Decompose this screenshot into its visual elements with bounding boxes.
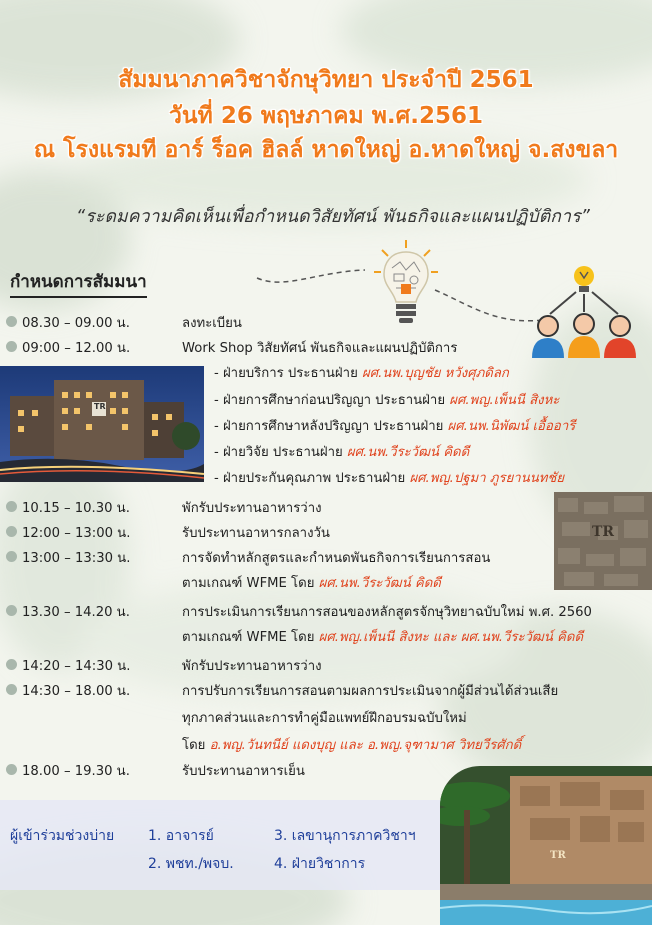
committee-chair: ผศ.นพ.นิพัฒน์ เอื้ออารี [447, 419, 576, 434]
bullet-icon [6, 684, 17, 695]
schedule-desc: Work Shop วิสัยทัศน์ พันธกิจและแผนปฏิบัติการ [182, 341, 458, 356]
schedule-row [0, 680, 652, 702]
schedule-time: 18.00 – 19.30 น. [22, 764, 130, 779]
schedule-time: 08.30 – 09.00 น. [22, 316, 130, 331]
schedule-desc: การจัดทำหลักสูตรและกำหนดพันธกิจการเรียนการสอน [182, 551, 491, 566]
committee-item [0, 441, 652, 463]
schedule-time: 14:30 – 18.00 น. [22, 684, 131, 699]
schedule-row [0, 497, 560, 519]
schedule-time: 10.15 – 10.30 น. [22, 501, 130, 516]
schedule-row [0, 337, 652, 359]
seminar-theme: “ระดมความคิดเห็นเพื่อกำหนดวิสัยทัศน์ พันธกิจและแผนปฏิบัติการ” [75, 207, 590, 227]
schedule-time: 09:00 – 12.00 น. [22, 341, 131, 356]
schedule-desc: การปรับการเรียนการสอนตามผลการประเมินจากผู้มีส่วนได้ส่วนเสีย [182, 684, 559, 699]
schedule-row-continued [0, 734, 652, 756]
committee-item [0, 362, 652, 384]
hotel-sign-text: TR [94, 402, 106, 411]
schedule-heading: กำหนดการสัมมนา [10, 268, 147, 298]
schedule-time: 12:00 – 13:00 น. [22, 526, 131, 541]
committee-text: - ฝ่ายการศึกษาก่อนปริญญา ประธานฝ่าย [214, 393, 450, 408]
schedule-time: 13:00 – 13:30 น. [22, 551, 131, 566]
participant-item: 2. พชท./พจบ. [148, 856, 234, 872]
schedule-desc: รับประทานอาหารกลางวัน [182, 526, 330, 541]
schedule-row [0, 655, 652, 677]
afternoon-participants [6, 815, 436, 883]
schedule-row [0, 547, 560, 569]
committee-text: - ฝ่ายการศึกษาหลังปริญญา ประธานฝ่าย [214, 419, 448, 434]
schedule-row-continued [0, 707, 652, 729]
hotel-sign-photo [554, 492, 652, 590]
committee-text: - ฝ่ายวิจัย ประธานฝ่าย [214, 445, 347, 460]
bullet-icon [6, 341, 17, 352]
participant-item: 3. เลขานุการภาควิชาฯ [274, 828, 416, 844]
seminar-title: สัมมนาภาควิชาจักษุวิทยา ประจำปี 2561 [118, 67, 534, 93]
schedule-row [0, 760, 420, 782]
hotel-pool-photo [440, 766, 652, 925]
schedule-desc: พักรับประทานอาหารว่าง [182, 501, 322, 516]
committee-item [0, 467, 652, 489]
schedule-desc: รับประทานอาหารเย็น [182, 764, 305, 779]
schedule-row-continued [0, 626, 652, 648]
schedule-desc: ตามเกณฑ์ WFME โดย [182, 576, 319, 591]
schedule-row [0, 522, 560, 544]
committee-chair: ผศ.นพ.บุญชัย หวังศุภดิลก [362, 366, 509, 381]
schedule-desc: ทุกภาคส่วนและการทำคู่มือแพทย์ฝึกอบรมฉบับใหม่ [182, 711, 467, 726]
schedule-desc: ลงทะเบียน [182, 316, 242, 331]
schedule-desc: ตามเกณฑ์ WFME โดย [182, 630, 319, 645]
schedule-desc: การประเมินการเรียนการสอนของหลักสูตรจักษุวิทยาฉบับใหม่ พ.ศ. 2560 [182, 605, 592, 620]
bullet-icon [6, 551, 17, 562]
bullet-icon [6, 764, 17, 775]
seminar-venue: ณ โรงแรมที อาร์ ร็อค ฮิลล์ หาดใหญ่ อ.หาดใหญ่ จ.สงขลา [33, 137, 619, 163]
schedule-row [0, 312, 652, 334]
schedule-time: 14:20 – 14:30 น. [22, 659, 131, 674]
bullet-icon [6, 605, 17, 616]
committee-chair: ผศ.พญ.เพ็นนี สิงหะ [449, 393, 560, 408]
bullet-icon [6, 526, 17, 537]
committee-item [0, 389, 652, 411]
schedule-desc: พักรับประทานอาหารว่าง [182, 659, 322, 674]
schedule-desc: โดย [182, 738, 210, 753]
schedule-time: 13.30 – 14.20 น. [22, 605, 130, 620]
participants-label: ผู้เข้าร่วมช่วงบ่าย [10, 828, 115, 844]
participant-item: 4. ฝ่ายวิชาการ [274, 856, 366, 872]
schedule-row [0, 601, 652, 623]
committee-chair: ผศ.พญ.ปฐมา ภูรยานนทชัย [409, 471, 565, 486]
speaker-name: ผศ.นพ.วีระวัฒน์ คิดดี [318, 576, 441, 591]
speaker-name: อ.พญ.วันทนีย์ แดงบุญ และ อ.พญ.จุฑามาศ วิทยวีรศักดิ์ [209, 738, 522, 753]
committee-item [0, 415, 652, 437]
schedule-row-continued [0, 572, 560, 594]
committee-text: - ฝ่ายบริการ ประธานฝ่าย [214, 366, 362, 381]
bullet-icon [6, 501, 17, 512]
committee-chair: ผศ.นพ.วีระวัฒน์ คิดดี [346, 445, 470, 460]
committee-text: - ฝ่ายประกันคุณภาพ ประธานฝ่าย [214, 471, 410, 486]
bullet-icon [6, 316, 17, 327]
speaker-name: ผศ.พญ.เพ็นนี สิงหะ และ ผศ.นพ.วีระวัฒน์ คิดดี [318, 630, 584, 645]
svg-text:TR: TR [550, 850, 566, 861]
bullet-icon [6, 659, 17, 670]
svg-text:TR: TR [592, 524, 615, 540]
seminar-date: วันที่ 26 พฤษภาคม พ.ศ.2561 [169, 103, 483, 129]
participant-item: 1. อาจารย์ [148, 828, 214, 844]
